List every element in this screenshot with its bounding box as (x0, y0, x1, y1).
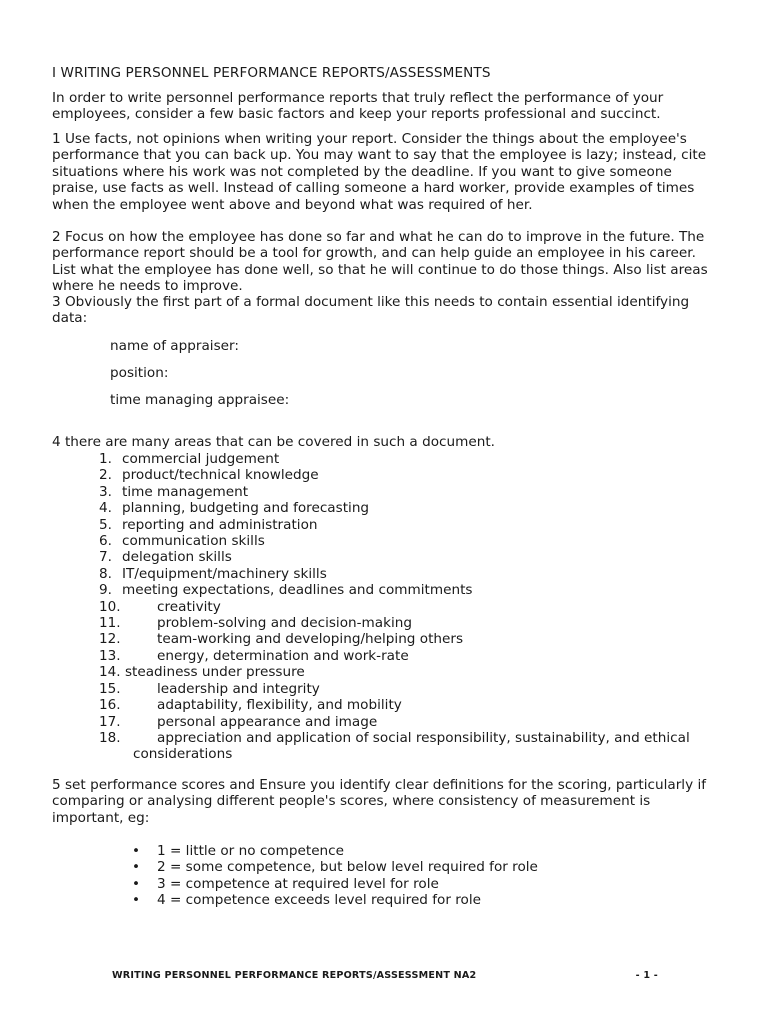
list-item-number: 15. (99, 680, 121, 697)
list-item-text: personal appearance and image (157, 713, 378, 730)
list-item-text: 14. steadiness under pressure (99, 664, 305, 681)
list-item-number: 12. (99, 631, 121, 648)
intro-paragraph: In order to write personnel performance reports that truly reflect the performance of your employees, consider a few basic factors and keep your reports professional and succinct. (52, 90, 664, 123)
list-item (52, 500, 716, 516)
list-item (52, 631, 716, 647)
bullet-icon: • (132, 875, 141, 892)
field-time-managing-appraisee: time managing appraisee: (110, 392, 290, 408)
list-item-text: planning, budgeting and forecasting (122, 500, 370, 517)
list-item-text: team-working and developing/helping others (157, 631, 464, 648)
list-item-text: leadership and integrity (157, 680, 320, 697)
list-item (52, 730, 716, 763)
list-item (52, 517, 716, 533)
list-item (52, 549, 716, 565)
bullet-icon: • (132, 892, 141, 909)
list-item (52, 892, 716, 908)
document-title: I WRITING PERSONNEL PERFORMANCE REPORTS/ASSESSMENTS (52, 65, 491, 81)
score-text: 2 = some competence, but below level required for role (157, 859, 538, 876)
list-item (52, 714, 716, 730)
list-item (52, 843, 716, 859)
list-item-text: product/technical knowledge (122, 467, 319, 484)
point-4-paragraph: 4 there are many areas that can be covered in such a document. (52, 434, 495, 450)
list-item-text: time management (122, 483, 249, 500)
list-item-text: delegation skills (122, 549, 232, 566)
list-item (52, 697, 716, 713)
list-item (52, 681, 716, 697)
list-item-text: communication skills (122, 533, 265, 550)
list-item-number: 2. (99, 467, 112, 484)
list-item-number: 11. (99, 615, 121, 632)
list-item (52, 615, 716, 631)
list-item-number: 5. (99, 516, 112, 533)
field-name-of-appraiser: name of appraiser: (110, 338, 239, 354)
list-item (52, 599, 716, 615)
list-item-text: reporting and administration (122, 516, 318, 533)
bullet-icon: • (132, 859, 141, 876)
list-item-number: 1. (99, 451, 112, 467)
list-item-number: 10. (99, 598, 121, 615)
score-text: 4 = competence exceeds level required for role (157, 892, 482, 909)
list-item-number: 3. (99, 483, 112, 500)
score-text: 3 = competence at required level for role (157, 875, 439, 892)
point-2-paragraph: 2 Focus on how the employee has done so far and what he can do to improve in the future. The performance report should be a tool for growth, and can help guide an employee in his career. List what the employee has done well, so that he will continue to do those things. Also list areas where he needs to improve. (52, 229, 708, 295)
list-item-number: 17. (99, 713, 121, 730)
areas-list (52, 451, 716, 763)
footer-title: WRITING PERSONNEL PERFORMANCE REPORTS/ASSESSMENT NA2 (112, 970, 477, 981)
list-item (52, 664, 716, 680)
list-item (52, 876, 716, 892)
list-item (52, 451, 716, 467)
point-3-paragraph: 3 Obviously the first part of a formal document like this needs to contain essential identifying data: (52, 294, 690, 327)
point-5-paragraph: 5 set performance scores and Ensure you identify clear definitions for the scoring, particularly if comparing or analysing different people's scores, where consistency of measurement is important, eg: (52, 777, 707, 826)
list-item-number: 18. (99, 729, 121, 746)
page-number: - 1 - (635, 970, 658, 981)
list-item (52, 566, 716, 582)
list-item-number: 7. (99, 549, 112, 566)
list-item (52, 582, 716, 598)
list-item-number: 9. (99, 582, 112, 599)
list-item-text: commercial judgement (122, 451, 280, 467)
list-item-number: 8. (99, 565, 112, 582)
list-item-text: energy, determination and work-rate (157, 647, 409, 664)
list-item-text: adaptability, flexibility, and mobility (157, 697, 402, 714)
field-position: position: (110, 365, 169, 381)
list-item (52, 648, 716, 664)
score-text: 1 = little or no competence (157, 843, 345, 859)
list-item-number: 13. (99, 647, 121, 664)
list-item-text: creativity (157, 598, 221, 615)
list-item-text: appreciation and application of social responsibility, sustainability, and ethical (157, 729, 690, 746)
list-item (52, 467, 716, 483)
list-item-text: problem-solving and decision-making (157, 615, 413, 632)
bullet-icon: • (132, 843, 141, 859)
list-item-number: 4. (99, 500, 112, 517)
list-item-number: 6. (99, 533, 112, 550)
list-item (52, 533, 716, 549)
list-item-text: IT/equipment/machinery skills (122, 565, 327, 582)
list-item-text: meeting expectations, deadlines and commitments (122, 582, 473, 599)
list-item (52, 484, 716, 500)
point-1-paragraph: 1 Use facts, not opinions when writing your report. Consider the things about the employee's performance that you can back up. You may want to say that the employee is lazy; instead, cite situations where his work was not completed by the deadline. If you want to give someone praise, use facts as well. Instead of calling someone a hard worker, provide examples of times when the employee went above and beyond what was required of her. (52, 131, 707, 213)
list-item (52, 859, 716, 875)
list-item-number: 16. (99, 697, 121, 714)
scores-list (52, 843, 716, 909)
list-item-text-continued: considerations (133, 746, 233, 763)
